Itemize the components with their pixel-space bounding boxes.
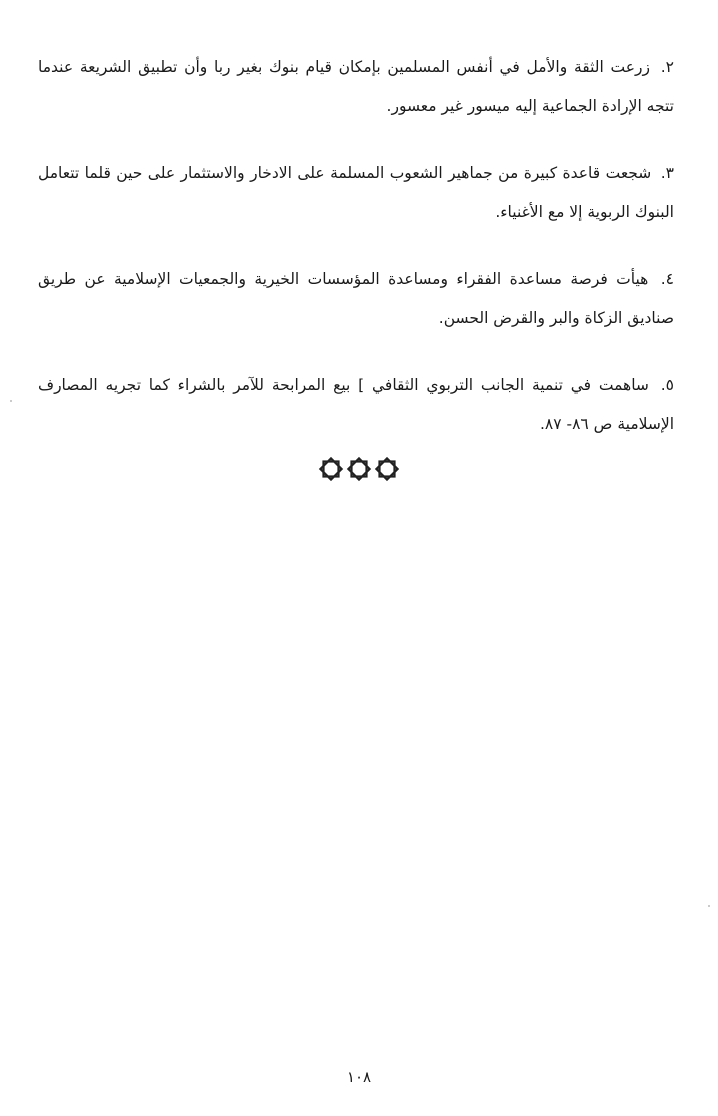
eight-point-star-icon [374,456,400,482]
section-divider-ornament [0,456,718,482]
paragraph-number: ٢. [660,58,674,76]
page-number: ١٠٨ [346,1068,372,1086]
paragraph-5 [38,366,674,444]
paragraph-text: هيأت فرصة مساعدة الفقراء ومساعدة المؤسسات الخيرية والجمعيات الإسلامية عن طريق صناديق الزكاة والبر والقرض الحسن. [38,270,674,327]
body-text [38,48,674,472]
paragraph-3 [38,154,674,232]
paragraph-text: زرعت الثقة والأمل في أنفس المسلمين بإمكان قيام بنوك بغير ربا وأن تطبيق الشريعة عندما تتجه الإرادة الجماعية إليه ميسور غير معسور. [38,58,674,115]
paragraph-number: ٤. [660,270,674,288]
scan-speck [10,400,12,402]
eight-point-star-icon [318,456,344,482]
paragraph-number: ٥. [660,376,674,394]
scan-speck [708,905,710,907]
paragraph-text: شجعت قاعدة كبيرة من جماهير الشعوب المسلمة على الادخار والاستثمار على حين قلما تتعامل البنوك الربوية إلا مع الأغنياء. [38,164,674,221]
paragraph-text: ساهمت في تنمية الجانب التربوي الثقافي ] بيع المرابحة للآمر بالشراء كما تجريه المصارف الإسلامية ص ٨٦- ٨٧. [38,376,674,433]
paragraph-4 [38,260,674,338]
eight-point-star-icon [346,456,372,482]
paragraph-number: ٣. [660,164,674,182]
paragraph-2 [38,48,674,126]
